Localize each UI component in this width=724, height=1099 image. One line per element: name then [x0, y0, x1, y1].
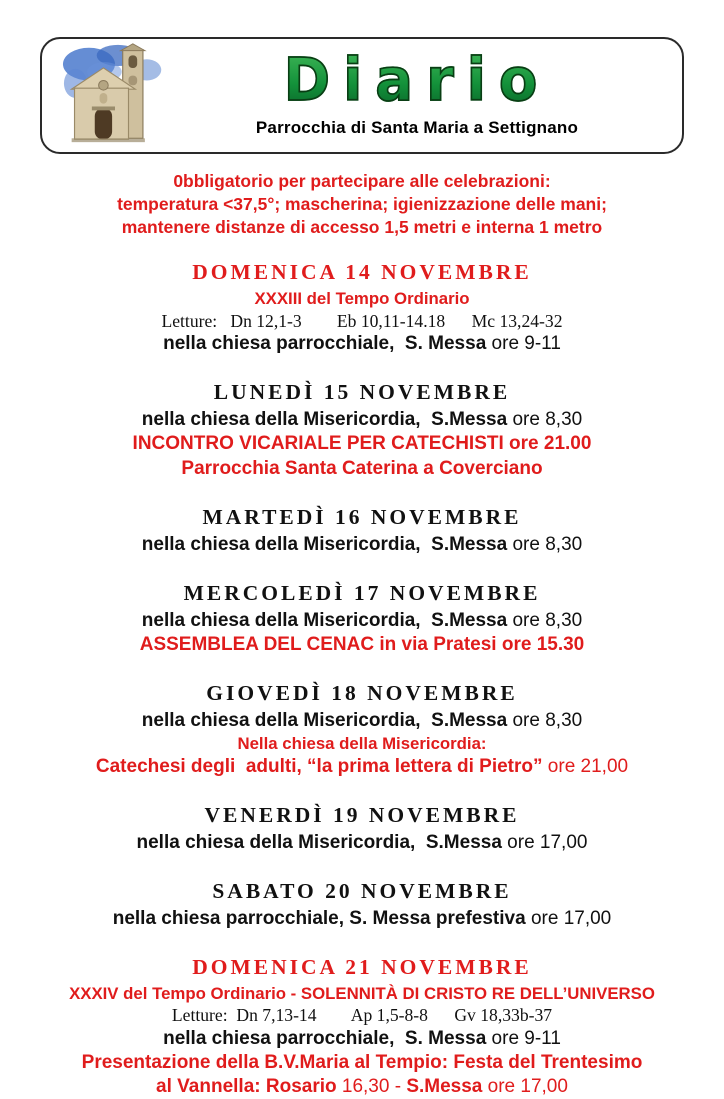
day-line	[0, 1075, 724, 1099]
text-segment: Parrocchia Santa Caterina a Coverciano	[181, 457, 543, 479]
day-section	[0, 680, 724, 779]
text-segment: nella chiesa della Misericordia, S.Messa	[141, 533, 508, 555]
text-segment: Catechesi degli adulti, “la prima lettera di Pietro”	[95, 755, 543, 777]
text-segment: INCONTRO VICARIALE PER CATECHISTI ore 21.00	[132, 433, 592, 455]
day-line	[0, 457, 724, 481]
day-section	[0, 954, 724, 1099]
text-segment: ore 17,00	[482, 1076, 568, 1098]
day-line	[0, 533, 724, 557]
day-section	[0, 504, 724, 557]
text-segment: ore 21,00	[542, 755, 629, 777]
text-segment: ore 9-11	[486, 333, 561, 355]
day-line	[0, 633, 724, 657]
text-segment: nella chiesa della Misericordia, S.Messa	[141, 709, 508, 731]
day-section	[0, 802, 724, 855]
text-segment: ASSEMBLEA DEL CENAC in via Pratesi ore 15.30	[139, 633, 585, 655]
notice-line: mantenere distanze di accesso 1,5 metri e interna 1 metro	[121, 217, 603, 238]
text-segment: ore 8,30	[507, 409, 583, 431]
text-segment: Presentazione della B.V.Maria al Tempio: Festa del Trentesimo	[81, 1051, 643, 1073]
day-line	[0, 755, 724, 779]
day-heading: MARTEDÌ 16 NOVEMBRE	[202, 504, 522, 529]
day-heading: GIOVEDÌ 18 NOVEMBRE	[206, 680, 518, 705]
text-segment: nella chiesa parrocchiale, S. Messa prefestiva	[112, 907, 526, 929]
text-segment: nella chiesa parrocchiale, S. Messa	[163, 1027, 487, 1049]
day-heading: MERCOLEDÌ 17 NOVEMBRE	[183, 580, 541, 605]
day-section	[0, 379, 724, 480]
day-line	[0, 1004, 724, 1026]
day-heading: DOMENICA 14 NOVEMBRE	[192, 260, 532, 285]
text-segment: nella chiesa parrocchiale, S. Messa	[163, 333, 487, 355]
day-section	[0, 259, 724, 356]
day-line	[0, 733, 724, 755]
parish-subtitle: Parrocchia di Santa Maria a Settignano	[255, 118, 579, 137]
day-line	[0, 1027, 724, 1051]
day-section	[0, 580, 724, 657]
day-line	[0, 310, 724, 332]
day-line	[0, 709, 724, 733]
header-text	[168, 46, 666, 138]
text-segment: ore 8,30	[507, 533, 583, 555]
header-box	[40, 37, 684, 154]
day-line	[0, 408, 724, 432]
text-segment: S.Messa	[406, 1076, 483, 1098]
text-segment: ore 9-11	[486, 1027, 561, 1049]
text-segment: ore 17,00	[525, 907, 612, 929]
text-segment: nella chiesa della Misericordia, S.Messa	[141, 609, 508, 631]
day-line	[0, 907, 724, 931]
day-line	[0, 831, 724, 855]
notice-line: 0bbligatorio per partecipare alle celebrazioni:	[173, 171, 551, 191]
day-line	[0, 332, 724, 356]
text-segment: Letture: Dn 12,1-3 Eb 10,11-14.18 Mc 13,24-32	[161, 310, 563, 331]
text-segment: Nella chiesa della Misericordia:	[237, 733, 487, 753]
text-segment: XXXIV del Tempo Ordinario - SOLENNITÀ DI CRISTO RE DELL’UNIVERSO	[69, 983, 655, 1003]
day-line	[0, 983, 724, 1005]
day-line	[0, 609, 724, 633]
day-heading: DOMENICA 21 NOVEMBRE	[192, 954, 532, 979]
text-segment: Letture: Dn 7,13-14 Ap 1,5-8-8 Gv 18,33b-37	[171, 1005, 553, 1026]
covid-notice	[0, 170, 724, 239]
text-segment: nella chiesa della Misericordia, S.Messa	[141, 409, 508, 431]
day-section	[0, 878, 724, 931]
day-line	[0, 288, 724, 310]
text-segment: ore 8,30	[507, 709, 583, 731]
notice-line: temperatura <37,5°; mascherina; igienizzazione delle mani;	[117, 194, 607, 215]
page-title: Diario	[283, 46, 551, 115]
text-segment: nella chiesa della Misericordia, S.Messa	[136, 831, 502, 853]
text-segment: 16,30 -	[341, 1076, 407, 1098]
day-heading: SABATO 20 NOVEMBRE	[212, 878, 512, 903]
text-segment: XXXIII del Tempo Ordinario	[254, 289, 470, 309]
day-line	[0, 432, 724, 456]
day-heading: LUNEDÌ 15 NOVEMBRE	[213, 380, 511, 405]
day-line	[0, 1051, 724, 1075]
text-segment: al Vannella: Rosario	[156, 1076, 342, 1098]
church-illustration	[62, 42, 168, 144]
church-watercolor-image	[62, 42, 168, 149]
day-heading: VENERDÌ 19 NOVEMBRE	[204, 802, 520, 827]
text-segment: ore 8,30	[507, 609, 583, 631]
text-segment: ore 17,00	[501, 831, 588, 853]
day-sections	[0, 259, 724, 1099]
